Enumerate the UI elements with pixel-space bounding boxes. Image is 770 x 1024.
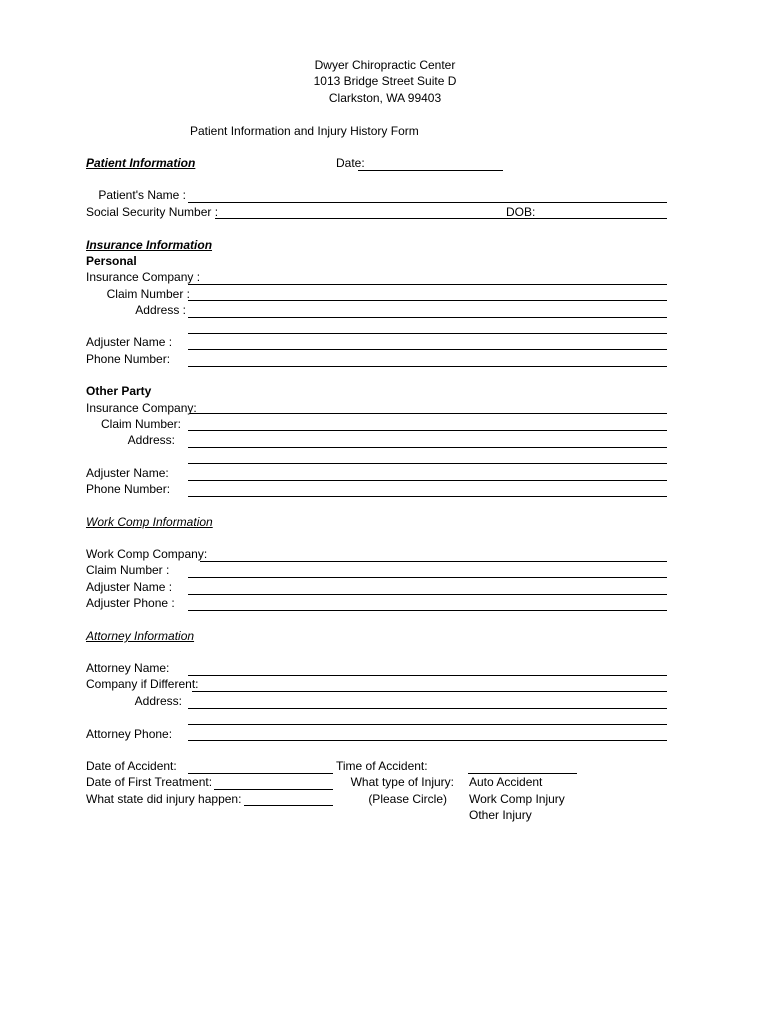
dob-label: DOB: xyxy=(506,205,536,219)
date-label: Date: xyxy=(336,156,365,170)
date-of-accident-label: Date of Accident: xyxy=(86,759,177,773)
date-of-accident-field[interactable] xyxy=(188,773,333,774)
personal-insurance-company-label: Insurance Company : xyxy=(86,270,201,284)
other-adjuster-name-label: Adjuster Name: xyxy=(86,466,169,480)
work-comp-adjuster-phone-field[interactable] xyxy=(188,610,667,611)
other-phone-field[interactable] xyxy=(188,496,667,497)
injury-option-auto[interactable]: Auto Accident xyxy=(469,775,543,789)
other-phone-label: Phone Number: xyxy=(86,482,171,496)
work-comp-adjuster-name-field[interactable] xyxy=(188,594,667,595)
first-treatment-label: Date of First Treatment: xyxy=(86,775,213,789)
attorney-address-label: Address: xyxy=(134,694,182,708)
other-claim-number-field[interactable] xyxy=(188,430,667,431)
date-field[interactable] xyxy=(358,170,503,171)
work-comp-adjuster-phone-label: Adjuster Phone : xyxy=(86,596,175,610)
patient-name-label: Patient's Name : xyxy=(98,188,186,202)
other-party-heading: Other Party xyxy=(86,384,152,398)
personal-address-field-2[interactable] xyxy=(188,333,667,334)
injury-option-other[interactable]: Other Injury xyxy=(469,808,532,822)
attorney-company-label: Company if Different: xyxy=(86,677,199,691)
time-of-accident-label: Time of Accident: xyxy=(336,759,428,773)
injury-option-work-comp[interactable]: Work Comp Injury xyxy=(469,792,565,806)
form-title: Patient Information and Injury History Form xyxy=(190,124,419,138)
personal-adjuster-name-label: Adjuster Name : xyxy=(86,335,173,349)
attorney-phone-field[interactable] xyxy=(188,740,667,741)
attorney-heading: Attorney Information xyxy=(86,629,195,643)
ssn-label: Social Security Number : xyxy=(86,205,219,219)
personal-phone-field[interactable] xyxy=(188,366,667,367)
clinic-address-line2: Clarkston, WA 99403 xyxy=(328,91,442,105)
insurance-information-heading: Insurance Information xyxy=(86,238,213,252)
attorney-name-field[interactable] xyxy=(188,675,667,676)
time-of-accident-field[interactable] xyxy=(468,773,577,774)
attorney-address-field[interactable] xyxy=(188,708,667,709)
work-comp-adjuster-name-label: Adjuster Name : xyxy=(86,580,173,594)
personal-insurance-company-field[interactable] xyxy=(188,284,667,285)
work-comp-claim-label: Claim Number : xyxy=(86,563,170,577)
attorney-company-field[interactable] xyxy=(192,691,667,692)
work-comp-company-field[interactable] xyxy=(200,561,667,562)
injury-state-label: What state did injury happen: xyxy=(86,792,242,806)
work-comp-heading: Work Comp Information xyxy=(86,515,213,529)
attorney-name-label: Attorney Name: xyxy=(86,661,170,675)
other-adjuster-name-field[interactable] xyxy=(188,480,667,481)
patient-information-heading: Patient Information xyxy=(86,156,196,170)
attorney-address-field-2[interactable] xyxy=(188,724,667,725)
personal-address-label: Address : xyxy=(135,303,186,317)
personal-phone-label: Phone Number: xyxy=(86,352,171,366)
personal-claim-number-label: Claim Number : xyxy=(106,287,190,301)
attorney-phone-label: Attorney Phone: xyxy=(86,727,173,741)
work-comp-company-label: Work Comp Company: xyxy=(86,547,208,561)
other-insurance-company-field[interactable] xyxy=(190,413,667,414)
first-treatment-field[interactable] xyxy=(214,789,333,790)
other-address-field-2[interactable] xyxy=(188,463,667,464)
personal-claim-number-field[interactable] xyxy=(188,300,667,301)
injury-type-label: What type of Injury: xyxy=(350,775,454,789)
other-address-label: Address: xyxy=(127,433,175,447)
other-address-field[interactable] xyxy=(188,447,667,448)
clinic-name: Dwyer Chiropractic Center xyxy=(314,58,456,72)
personal-adjuster-name-field[interactable] xyxy=(188,349,667,350)
other-insurance-company-label: Insurance Company: xyxy=(86,401,197,415)
ssn-dob-field[interactable] xyxy=(215,218,667,219)
please-circle-label: (Please Circle) xyxy=(368,792,447,806)
work-comp-claim-field[interactable] xyxy=(188,577,667,578)
other-claim-number-label: Claim Number: xyxy=(100,417,181,431)
personal-heading: Personal xyxy=(86,254,137,268)
patient-name-field[interactable] xyxy=(188,202,667,203)
personal-address-field[interactable] xyxy=(188,317,667,318)
clinic-address-line1: 1013 Bridge Street Suite D xyxy=(313,74,457,88)
